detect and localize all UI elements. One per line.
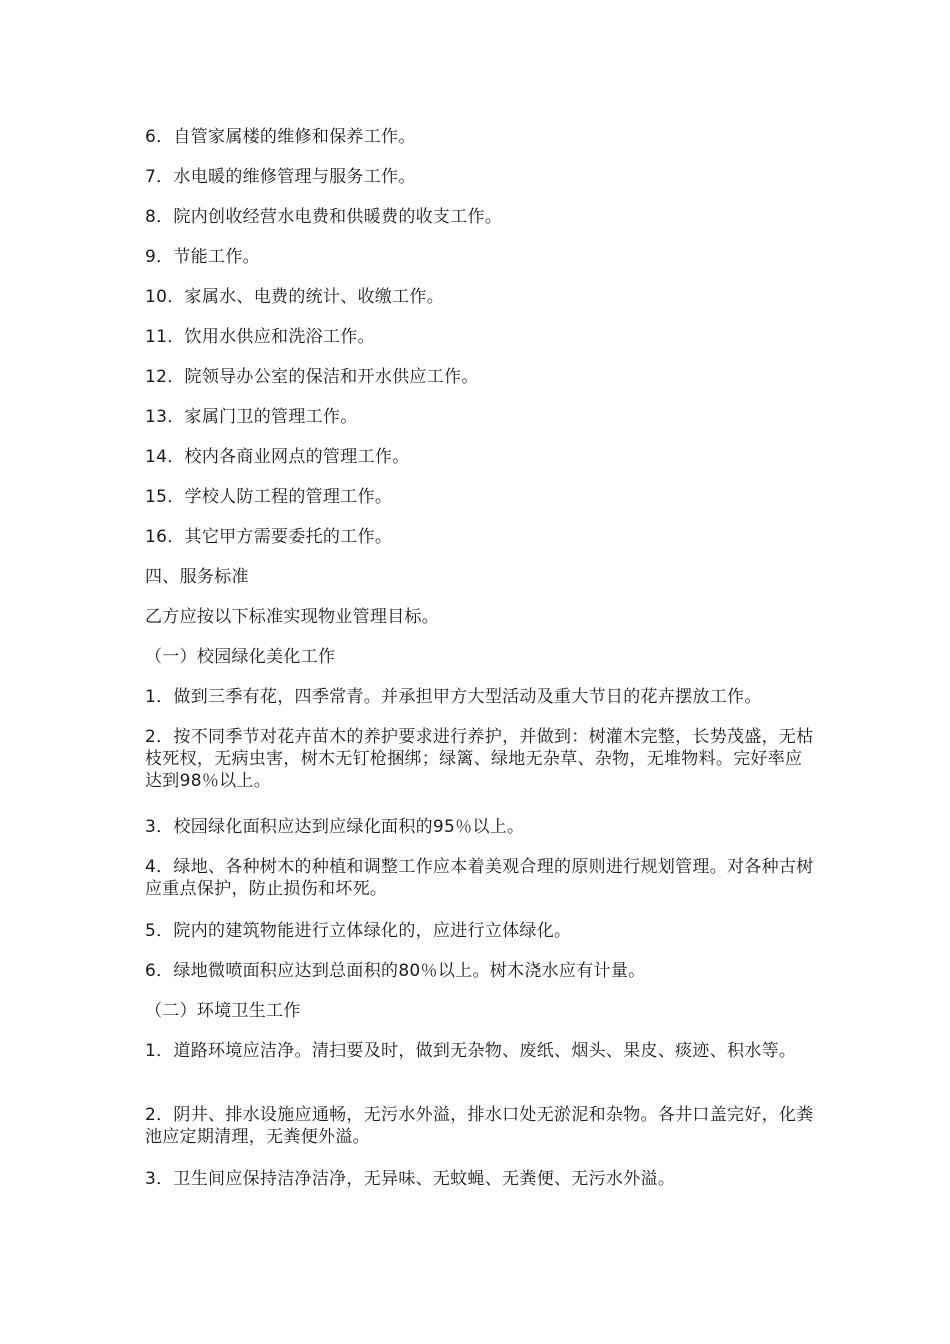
greening-item-3: 3．校园绿化面积应达到应绿化面积的95％以上。 [145,817,525,837]
list-item-9: 9．节能工作。 [145,247,260,267]
sanitation-item-3: 3．卫生间应保持洁净洁净，无异味、无蚊蝇、无粪便、无污水外溢。 [145,1169,676,1189]
subsection-heading-sanitation: （二）环境卫生工作 [145,1001,301,1021]
greening-item-5: 5．院内的建筑物能进行立体绿化的，应进行立体绿化。 [145,921,572,941]
list-item-16: 16．其它甲方需要委托的工作。 [145,527,393,547]
list-item-12: 12．院领导办公室的保洁和开水供应工作。 [145,367,479,387]
list-item-7: 7．水电暖的维修管理与服务工作。 [145,167,416,187]
list-item-15: 15．学校人防工程的管理工作。 [145,487,393,507]
list-item-14: 14．校内各商业网点的管理工作。 [145,447,410,467]
list-item-11: 11．饮用水供应和洗浴工作。 [145,327,375,347]
section-intro: 乙方应按以下标准实现物业管理目标。 [145,607,440,627]
sanitation-item-2: 2．阴井、排水设施应通畅，无污水外溢，排水口处无淤泥和杂物。各井口盖完好，化粪池应定期清理，无粪便外溢。 [145,1105,814,1147]
list-item-10: 10．家属水、电费的统计、收缴工作。 [145,287,445,307]
greening-item-2: 2．按不同季节对花卉苗木的养护要求进行养护，并做到：树灌木完整，长势茂盛，无枯枝死杈，无病虫害，树木无钉枪捆绑；绿篱、绿地无杂草、杂物，无堆物料。完好率应达到98％以上。 [145,727,814,791]
list-item-13: 13．家属门卫的管理工作。 [145,407,358,427]
greening-item-6: 6．绿地微喷面积应达到总面积的80％以上。树木浇水应有计量。 [145,961,646,981]
section-heading: 四、服务标准 [145,567,249,587]
subsection-heading-greening: （一）校园绿化美化工作 [145,647,336,667]
list-item-6: 6．自管家属楼的维修和保养工作。 [145,127,416,147]
greening-item-1: 1．做到三季有花，四季常青。并承担甲方大型活动及重大节日的花卉摆放工作。 [145,687,762,707]
sanitation-item-1: 1．道路环境应洁净。清扫要及时，做到无杂物、废纸、烟头、果皮、痰迹、积水等。 [145,1041,797,1061]
greening-item-4: 4．绿地、各种树木的种植和调整工作应本着美观合理的原则进行规划管理。对各种古树应重点保护，防止损伤和坏死。 [145,857,814,899]
list-item-8: 8．院内创收经营水电费和供暖费的收支工作。 [145,207,503,227]
